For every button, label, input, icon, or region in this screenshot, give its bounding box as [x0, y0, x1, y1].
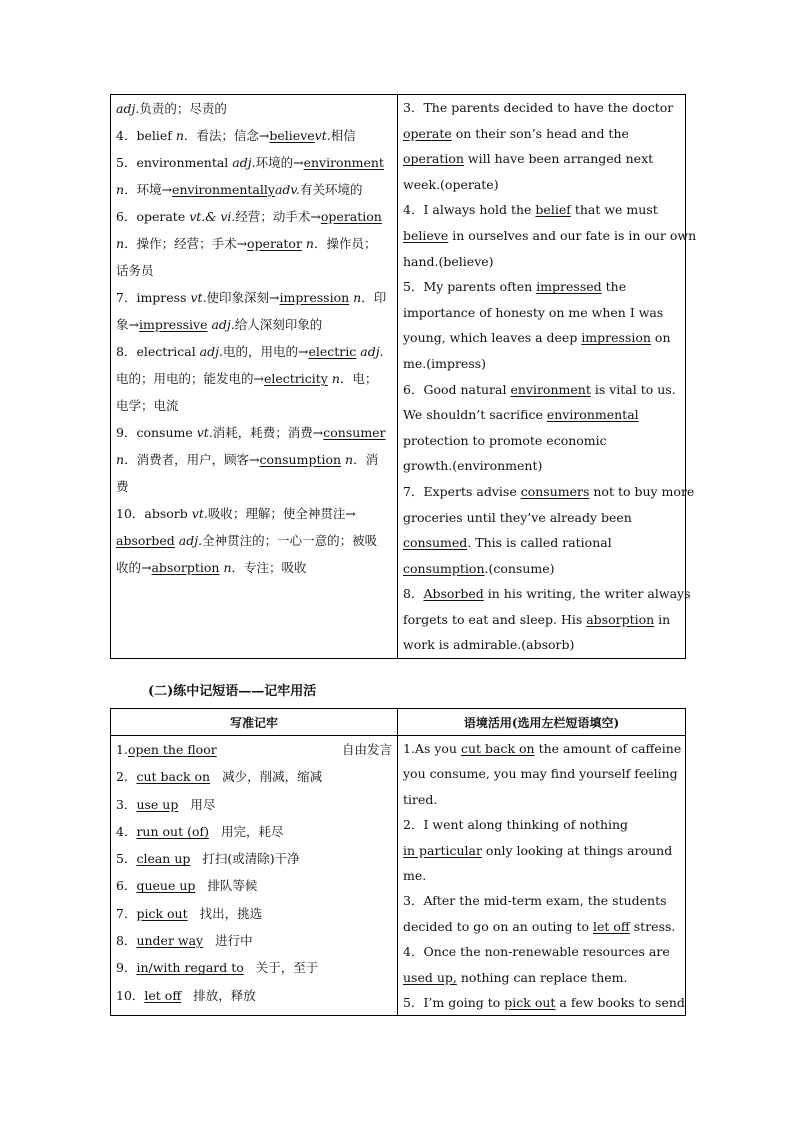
text-segment: week.(operate) — [403, 176, 499, 192]
phrase-number: 2． — [116, 769, 137, 785]
answer-word: pick out — [504, 995, 556, 1011]
text-segment: ．看法；信念→ — [183, 128, 270, 143]
text-segment: 相信 — [330, 128, 356, 143]
text-segment: 3．The parents decided to have the doctor — [403, 100, 674, 115]
phrase-entry — [116, 872, 195, 899]
phrase-number: 4． — [116, 823, 137, 839]
answer-word: environment — [510, 381, 591, 397]
text-line — [116, 284, 392, 311]
text-line — [403, 632, 680, 658]
text-line — [403, 223, 697, 249]
text-line — [116, 338, 392, 365]
text-segment: 收的→ — [116, 560, 152, 575]
text-line — [403, 95, 680, 121]
phrase-meaning: 排队等候 — [207, 878, 258, 894]
text-segment: ．操作员； — [313, 236, 377, 251]
answer-word: absorption — [586, 611, 655, 627]
phrase-number: 5． — [116, 851, 137, 867]
text-segment: the amount of caffeine — [534, 741, 682, 756]
text-segment: ．电； — [339, 371, 378, 386]
text-segment: 有关环境的 — [299, 182, 363, 197]
phrase-item — [116, 982, 392, 1009]
text-segment: in — [654, 611, 671, 627]
answer-word: electric — [308, 344, 357, 359]
text-segment: 4．belief — [116, 128, 176, 143]
text-segment: 给人深刻印象的 — [234, 317, 323, 332]
text-segment: n — [175, 128, 184, 143]
text-segment: n — [345, 452, 354, 467]
answer-word: Absorbed — [423, 586, 484, 602]
answer-word: consumer — [323, 425, 386, 440]
phrase-meaning: 进行中 — [215, 933, 253, 949]
answer-word: consumers — [520, 483, 590, 499]
text-line — [403, 274, 680, 300]
text-segment: vt. — [191, 506, 208, 521]
answer-word: let off — [592, 918, 630, 934]
text-line — [403, 325, 680, 351]
text-line — [116, 527, 392, 554]
phrase-exercise-column — [398, 736, 686, 1016]
text-segment: groceries until they’ve already been — [403, 509, 632, 525]
text-segment: me.(impress) — [403, 355, 487, 371]
phrase-item — [116, 763, 392, 790]
answer-word: impressed — [536, 279, 602, 295]
answer-word: impressive — [138, 317, 208, 332]
text-segment: importance of honesty on me when I was — [403, 304, 664, 320]
answer-word: belief — [535, 202, 571, 218]
text-segment: ．消费者，用户，顾客→ — [124, 452, 260, 467]
answer-word: believe — [403, 227, 449, 243]
answer-word: absorbed — [116, 533, 175, 548]
answer-word: operator — [247, 236, 302, 251]
text-segment: 4．Once the non-renewable resources are — [403, 944, 670, 960]
answer-word: impression — [581, 330, 651, 346]
text-segment: not to buy more — [589, 483, 695, 499]
answer-word: used up, — [403, 969, 457, 985]
answer-word: absorption — [151, 560, 220, 575]
text-line — [116, 95, 392, 122]
text-segment: work is admirable.(absorb) — [403, 637, 575, 653]
phrase-answer: queue up — [136, 878, 196, 894]
text-segment: ．消 — [353, 452, 379, 467]
phrase-answer: run out (of) — [136, 823, 209, 839]
phrase-header-left: 写准记牢 — [111, 709, 398, 736]
answer-word: operation — [320, 209, 382, 224]
text-segment: me. — [403, 868, 427, 884]
phrase-number: 3． — [116, 796, 137, 812]
phrase-entry — [116, 763, 210, 790]
text-segment: in his writing, the writer always — [483, 586, 691, 602]
phrase-meaning: 自由发言 — [341, 742, 392, 757]
text-segment: adj. — [211, 317, 235, 332]
text-segment: n — [116, 182, 125, 197]
text-line — [116, 500, 392, 527]
phrase-number: 1. — [116, 742, 128, 757]
text-line — [403, 761, 680, 786]
text-line — [403, 888, 680, 913]
text-segment: 象→ — [116, 317, 139, 332]
text-line — [116, 419, 392, 446]
phrase-meaning: 打扫(或清除)干净 — [202, 851, 300, 867]
phrase-entry — [116, 736, 217, 763]
text-segment: 4．I always hold the — [403, 202, 536, 218]
text-line — [403, 736, 680, 761]
text-line — [403, 479, 695, 505]
phrase-item — [116, 736, 392, 763]
phrase-meaning: 找出，挑选 — [199, 905, 263, 921]
text-segment: 费 — [116, 479, 129, 494]
phrase-meaning: 减少，削减，缩减 — [222, 769, 323, 785]
text-segment: is vital to us. — [590, 381, 676, 397]
text-segment: 5．I’m going to — [403, 995, 505, 1011]
word-forms-column — [111, 95, 398, 659]
text-segment: adj. — [199, 344, 223, 359]
phrase-answer: open the floor — [127, 742, 217, 757]
text-segment: ．专注；吸收 — [231, 560, 307, 575]
text-line — [403, 146, 680, 172]
text-segment: protection to promote economic — [403, 432, 607, 448]
phrase-answer: use up — [136, 796, 179, 812]
text-line — [403, 197, 680, 223]
phrase-entry — [116, 900, 188, 927]
text-line — [116, 176, 392, 203]
phrase-table — [110, 708, 686, 1016]
text-line — [403, 939, 680, 964]
text-segment: 10．absorb — [116, 506, 192, 521]
text-line — [403, 300, 680, 326]
text-line — [116, 554, 392, 581]
text-segment: adv. — [274, 182, 300, 197]
phrase-item — [116, 818, 392, 845]
phrase-item — [116, 872, 392, 899]
phrase-entry — [116, 927, 203, 954]
text-line — [116, 122, 392, 149]
phrase-entry — [116, 818, 209, 845]
text-segment: adj. — [116, 101, 140, 116]
section-heading: (二)练中记短语——记牢用活 — [148, 684, 317, 699]
text-line — [403, 505, 680, 531]
phrase-item — [116, 791, 392, 818]
text-segment: 电学；电流 — [116, 398, 179, 413]
text-segment: ．印 — [361, 290, 387, 305]
phrase-list-column — [111, 736, 398, 1016]
text-line — [403, 428, 680, 454]
text-segment: 6．Good natural — [403, 381, 511, 397]
text-segment: n — [353, 290, 362, 305]
text-line — [403, 453, 680, 479]
phrase-answer: let off — [144, 987, 182, 1003]
phrase-answer: in/with regard to — [136, 960, 244, 976]
text-line — [116, 230, 392, 257]
text-segment: 电的；用电的；能发电的→ — [116, 371, 264, 386]
phrase-number: 10． — [116, 987, 145, 1003]
answer-word: consumed — [403, 535, 468, 551]
answer-word: believe — [269, 128, 315, 143]
text-line — [403, 965, 680, 990]
text-segment: adj. — [232, 155, 256, 170]
text-segment: only looking at things around — [481, 842, 673, 858]
text-segment: vt. — [314, 128, 331, 143]
text-segment: We shouldn’t sacrifice — [403, 407, 547, 423]
text-line — [403, 556, 680, 582]
text-line — [403, 581, 691, 607]
text-segment: young, which leaves a deep — [403, 330, 582, 346]
text-segment: 2．I went along thinking of nothing — [403, 817, 629, 833]
text-line — [403, 838, 680, 863]
text-segment: forgets to eat and sleep. His — [403, 611, 587, 627]
text-segment: decided to go on an outing to — [403, 918, 593, 934]
text-line — [403, 607, 680, 633]
answer-word: in particular — [403, 842, 482, 858]
text-segment: the — [601, 279, 627, 295]
text-segment: n — [223, 560, 232, 575]
text-line — [403, 377, 680, 403]
text-segment: n — [116, 452, 125, 467]
text-segment: growth.(environment) — [403, 458, 543, 474]
text-segment: will have been arranged next — [463, 151, 654, 167]
text-segment: 7．Experts advise — [403, 483, 521, 499]
text-segment: on — [650, 330, 671, 346]
text-segment: on their son’s head and the — [451, 125, 629, 141]
text-segment: . This is called rational — [467, 535, 612, 551]
text-line — [116, 473, 392, 500]
text-segment: vt. — [196, 425, 213, 440]
text-segment: 使印象深刻→ — [206, 290, 280, 305]
text-segment: stress. — [629, 918, 676, 934]
text-line — [403, 914, 680, 939]
phrase-meaning: 关于，至于 — [255, 960, 319, 976]
text-line — [116, 311, 392, 338]
text-segment: in ourselves and our fate is in our own — [448, 227, 697, 243]
text-segment: 消耗，耗费；消费→ — [212, 425, 324, 440]
text-line — [116, 203, 392, 230]
phrase-number: 9． — [116, 960, 137, 976]
phrase-entry — [116, 791, 178, 818]
text-segment: hand.(believe) — [403, 253, 494, 269]
text-segment: that we must — [570, 202, 658, 218]
answer-word: consumption — [403, 560, 485, 576]
answer-word: environmentally — [172, 182, 275, 197]
text-segment: n — [331, 371, 340, 386]
text-line — [116, 446, 392, 473]
phrase-answer: under way — [136, 933, 204, 949]
text-line — [116, 365, 392, 392]
phrase-number: 8． — [116, 933, 137, 949]
text-segment: .(consume) — [484, 560, 555, 576]
text-line — [403, 812, 680, 837]
text-segment: n — [116, 236, 125, 251]
text-segment: 6．operate — [116, 209, 190, 224]
text-segment: 吸收；理解；使全神贯注→ — [207, 506, 356, 521]
text-segment: adj. — [178, 533, 203, 548]
text-line — [403, 787, 680, 812]
text-segment: 3．After the mid-term exam, the students — [403, 893, 667, 909]
text-line — [403, 121, 680, 147]
text-segment: you consume, you may find yourself feeling — [403, 766, 678, 782]
vocabulary-table — [110, 94, 697, 659]
text-segment: adj. — [360, 344, 384, 359]
text-segment: 9．consume — [116, 425, 197, 440]
text-segment: ．环境→ — [124, 182, 173, 197]
answer-word: environment — [303, 155, 384, 170]
phrase-item — [116, 927, 392, 954]
phrase-answer: pick out — [136, 905, 188, 921]
text-segment: 8．electrical — [116, 344, 200, 359]
text-segment: 负责的；尽责的 — [139, 101, 227, 116]
text-segment: 8． — [403, 586, 424, 602]
text-segment: vt. — [190, 290, 207, 305]
text-line — [403, 249, 680, 275]
phrase-item — [116, 954, 392, 981]
context-exercise-column — [398, 95, 697, 659]
text-segment: 电的，用电的→ — [222, 344, 309, 359]
text-segment: 5．environmental — [116, 155, 233, 170]
answer-word: operate — [403, 125, 452, 141]
phrase-answer: clean up — [136, 851, 191, 867]
text-line — [403, 863, 680, 888]
text-segment: 环境的→ — [255, 155, 304, 170]
text-segment: nothing can replace them. — [456, 969, 628, 985]
answer-word: consumption — [259, 452, 342, 467]
text-segment: 1.As you — [403, 741, 461, 756]
phrase-entry — [116, 845, 190, 872]
text-line — [403, 990, 685, 1015]
answer-word: operation — [403, 151, 464, 167]
answer-word: impression — [279, 290, 350, 305]
phrase-answer: cut back on — [136, 769, 211, 785]
phrase-header-right: 语境活用(选用左栏短语填空) — [398, 709, 686, 736]
text-segment: 7．impress — [116, 290, 191, 305]
answer-word: electricity — [263, 371, 328, 386]
answer-word: environmental — [546, 407, 639, 423]
text-line — [403, 402, 680, 428]
text-line — [403, 530, 680, 556]
phrase-entry — [116, 954, 244, 981]
text-segment: 话务员 — [116, 263, 154, 278]
text-line — [116, 257, 392, 284]
phrase-meaning: 用尽 — [190, 796, 216, 812]
text-line — [116, 149, 392, 176]
text-segment: 全神贯注的；一心一意的；被吸 — [202, 533, 378, 548]
text-line — [116, 392, 392, 419]
text-segment: ．操作；经营；手术→ — [124, 236, 248, 251]
phrase-entry — [116, 982, 181, 1009]
text-segment: 经营；动手术→ — [235, 209, 321, 224]
text-segment: tired. — [403, 791, 438, 807]
text-segment: vt.& vi. — [189, 209, 236, 224]
text-segment: n — [305, 236, 314, 251]
phrase-item — [116, 900, 392, 927]
text-segment: 5．My parents often — [403, 279, 537, 295]
text-line — [403, 351, 680, 377]
answer-word: cut back on — [460, 741, 535, 756]
phrase-item — [116, 845, 392, 872]
phrase-number: 7． — [116, 905, 137, 921]
phrase-number: 6． — [116, 878, 137, 894]
text-segment: a few books to send — [555, 995, 685, 1011]
phrase-meaning: 用完，耗尽 — [220, 823, 284, 839]
phrase-meaning: 排放，释放 — [193, 987, 256, 1003]
text-line — [403, 172, 680, 198]
